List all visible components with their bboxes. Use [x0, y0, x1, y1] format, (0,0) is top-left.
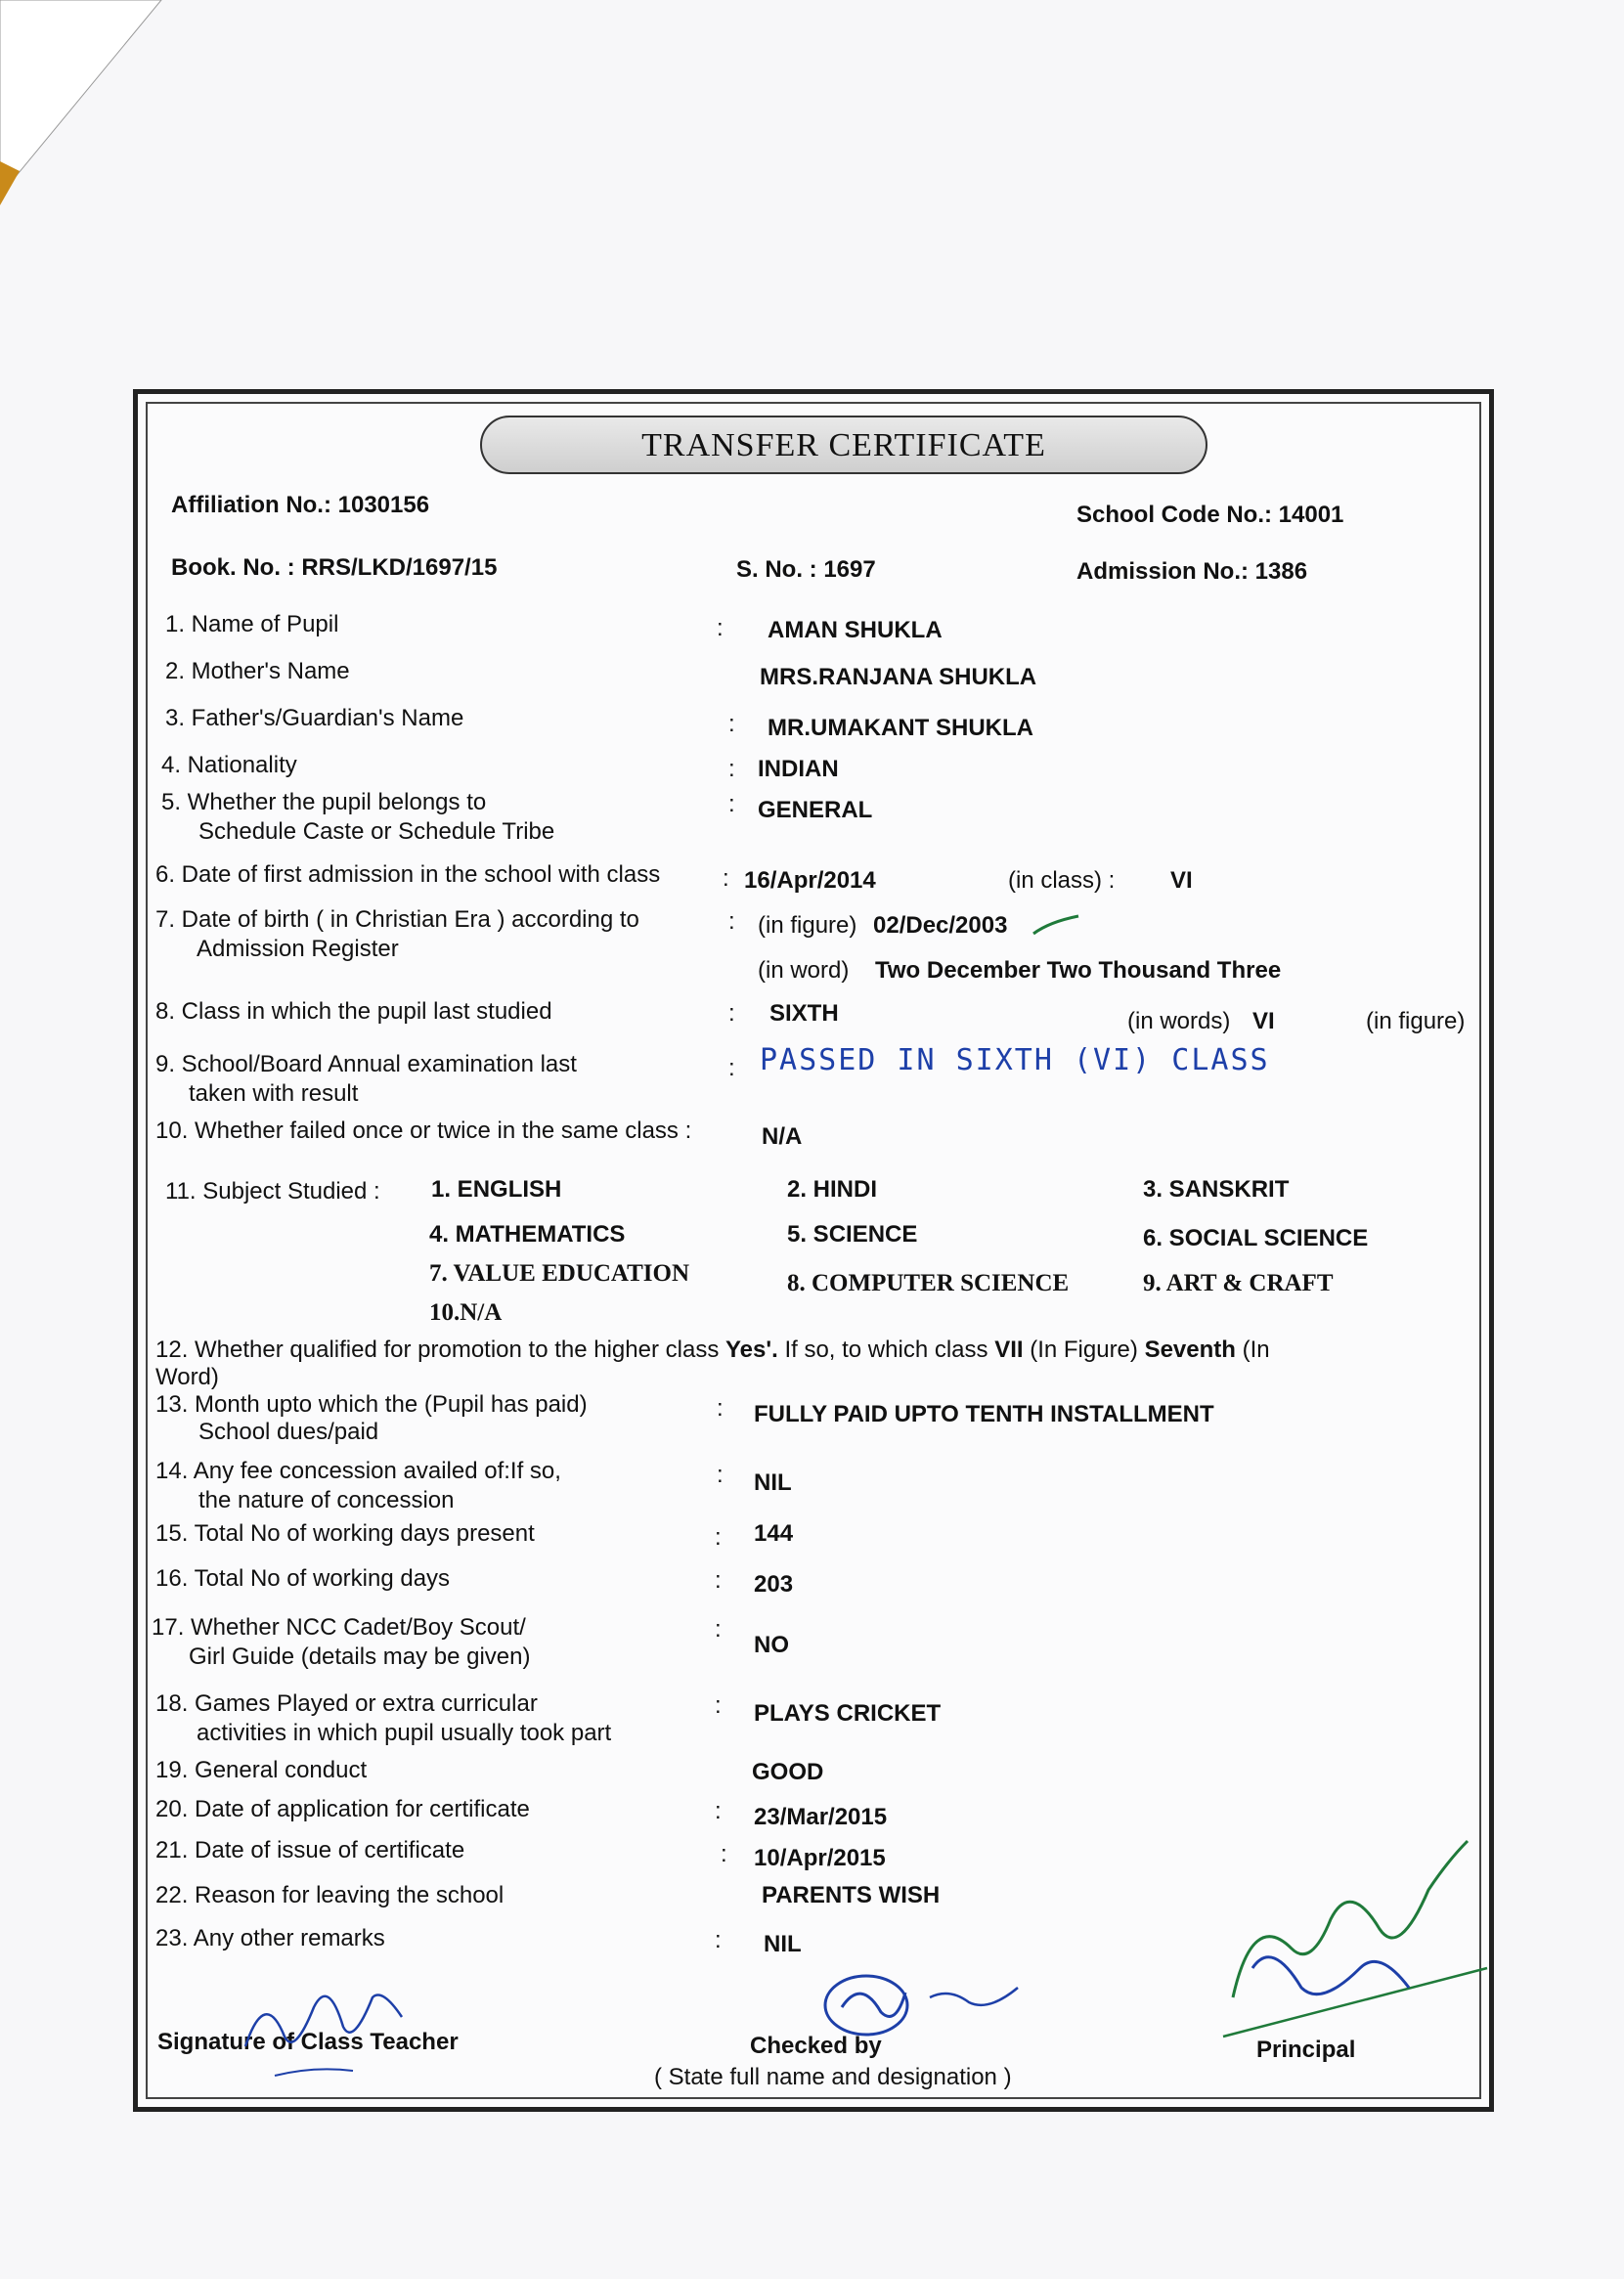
row-17-colon: : [715, 1616, 722, 1643]
title-banner [480, 416, 1207, 474]
row-12-class: VII [994, 1337, 1024, 1363]
folded-corner [0, 0, 176, 225]
row-8-words-value: VI [1252, 1008, 1275, 1034]
row-12-word: Seventh [1144, 1337, 1236, 1363]
row-9-label-line2: taken with result [189, 1080, 359, 1107]
row-10-value: N/A [762, 1123, 803, 1150]
row-23-label: 23. Any other remarks [155, 1925, 385, 1951]
subject-8: 8. COMPUTER SCIENCE [787, 1270, 1070, 1296]
row-17-value: NO [754, 1632, 789, 1658]
book-no: Book. No. : RRS/LKD/1697/15 [171, 554, 498, 581]
row-18-colon: : [715, 1692, 722, 1719]
row-2-value: MRS.RANJANA SHUKLA [760, 664, 1037, 690]
row-4-label: 4. Nationality [161, 752, 297, 778]
subject-5: 5. SCIENCE [787, 1221, 918, 1248]
checker-signature [812, 1958, 1047, 2046]
row-9-colon: : [728, 1055, 735, 1081]
row-4-value: INDIAN [758, 756, 839, 782]
row-20-label: 20. Date of application for certificate [155, 1796, 530, 1822]
row-7-label-line2: Admission Register [197, 936, 399, 962]
row-14-value: NIL [754, 1469, 792, 1496]
row-6-class-value: VI [1170, 867, 1193, 894]
subject-7: 7. VALUE EDUCATION [429, 1260, 690, 1287]
row-1-label: 1. Name of Pupil [165, 611, 339, 637]
row-12-figure: (In Figure) [1030, 1337, 1138, 1363]
row-23-colon: : [715, 1927, 722, 1953]
row-6-label: 6. Date of first admission in the school with class [155, 861, 661, 888]
row-13-colon: : [717, 1395, 724, 1422]
row-14-colon: : [717, 1462, 724, 1488]
row-7-figure-label: (in figure) [758, 912, 857, 939]
subject-10: 10.N/A [429, 1299, 503, 1326]
subject-3: 3. SANSKRIT [1143, 1176, 1290, 1203]
row-7-colon: : [728, 908, 735, 935]
row-6-value: 16/Apr/2014 [744, 867, 876, 894]
admission-no: Admission No.: 1386 [1076, 558, 1308, 585]
row-1-value: AMAN SHUKLA [768, 617, 943, 643]
row-13-label-line2: School dues/paid [198, 1419, 379, 1445]
subject-4: 4. MATHEMATICS [429, 1221, 626, 1248]
row-19-label: 19. General conduct [155, 1757, 368, 1783]
row-14-label: 14. Any fee concession availed of:If so, [155, 1458, 561, 1484]
subject-1: 1. ENGLISH [431, 1176, 562, 1203]
subject-9: 9. ART & CRAFT [1143, 1270, 1334, 1296]
row-15-value: 144 [754, 1520, 794, 1547]
row-18-label-line2: activities in which pupil usually took part [197, 1720, 612, 1746]
row-11-label: 11. Subject Studied : [165, 1178, 380, 1205]
affiliation-no: Affiliation No.: 1030156 [171, 492, 430, 518]
row-8-figure-label: (in figure) [1366, 1008, 1466, 1034]
certificate-frame [133, 389, 1494, 2112]
row-16-value: 203 [754, 1571, 794, 1598]
row-12-text: 12. Whether qualified for promotion to the higher class [155, 1337, 720, 1363]
row-8-label: 8. Class in which the pupil last studied [155, 998, 552, 1025]
row-5-label: 5. Whether the pupil belongs to [161, 789, 487, 815]
row-3-value: MR.UMAKANT SHUKLA [768, 715, 1033, 741]
row-12-line2: Word) [155, 1364, 219, 1390]
row-1-colon: : [717, 615, 724, 641]
row-7-figure-value: 02/Dec/2003 [873, 912, 1008, 939]
row-8-colon: : [728, 1000, 735, 1027]
row-20-value: 23/Mar/2015 [754, 1804, 888, 1830]
row-8-value: SIXTH [769, 1000, 839, 1027]
row-13-label: 13. Month upto which the (Pupil has paid) [155, 1391, 588, 1418]
class-teacher-signature [236, 1968, 431, 2095]
row-7-label: 7. Date of birth ( in Christian Era ) according to [155, 906, 639, 933]
row-22-value: PARENTS WISH [762, 1882, 941, 1908]
row-21-colon: : [721, 1841, 727, 1867]
state-full-name-note: ( State full name and designation ) [654, 2064, 1012, 2090]
row-15-colon: : [715, 1524, 722, 1551]
row-12-in: (In [1242, 1337, 1270, 1363]
row-13-value: FULLY PAID UPTO TENTH INSTALLMENT [754, 1401, 1214, 1427]
certificate-title: TRANSFER CERTIFICATE [641, 427, 1046, 463]
class-teacher-signature-label: Signature of Class Teacher [157, 2029, 459, 2055]
subject-2: 2. HINDI [787, 1176, 878, 1203]
row-21-label: 21. Date of issue of certificate [155, 1837, 465, 1863]
row-7-word-value: Two December Two Thousand Three [875, 957, 1282, 984]
row-9-label: 9. School/Board Annual examination last [155, 1051, 577, 1077]
principal-signature [1213, 1802, 1497, 2046]
row-3-label: 3. Father's/Guardian's Name [165, 705, 464, 731]
serial-no: S. No. : 1697 [736, 556, 876, 583]
row-23-value: NIL [764, 1931, 802, 1957]
row-4-colon: : [728, 756, 735, 782]
row-6-class-label: (in class) : [1008, 867, 1116, 894]
subject-6: 6. SOCIAL SCIENCE [1143, 1225, 1369, 1251]
row-12-line [155, 1337, 1270, 1364]
check-tick-mark [1030, 912, 1088, 942]
row-5-value: GENERAL [758, 797, 873, 823]
row-20-colon: : [715, 1798, 722, 1824]
row-14-label-line2: the nature of concession [198, 1487, 455, 1513]
row-17-label-line2: Girl Guide (details may be given) [189, 1644, 531, 1670]
checked-by-label: Checked by [750, 2033, 882, 2059]
row-7-word-label: (in word) [758, 957, 850, 984]
row-9-handwritten-result: PASSED IN SIXTH (VI) CLASS [760, 1043, 1270, 1077]
row-3-colon: : [728, 711, 735, 737]
row-12-mid: If so, to which class [784, 1337, 988, 1363]
row-18-value: PLAYS CRICKET [754, 1700, 942, 1727]
row-10-label: 10. Whether failed once or twice in the same class : [155, 1118, 692, 1144]
row-16-colon: : [715, 1567, 722, 1594]
row-21-value: 10/Apr/2015 [754, 1845, 886, 1871]
school-code-no: School Code No.: 14001 [1076, 502, 1344, 528]
row-17-label: 17. Whether NCC Cadet/Boy Scout/ [152, 1614, 526, 1641]
row-12-yes: Yes'. [725, 1337, 778, 1363]
row-8-words-label: (in words) [1127, 1008, 1231, 1034]
row-5-colon: : [728, 791, 735, 817]
row-2-label: 2. Mother's Name [165, 658, 350, 684]
row-18-label: 18. Games Played or extra curricular [155, 1690, 538, 1717]
row-22-label: 22. Reason for leaving the school [155, 1882, 505, 1908]
row-19-value: GOOD [752, 1759, 824, 1785]
row-6-colon: : [723, 865, 729, 892]
principal-signature-label: Principal [1256, 2037, 1356, 2063]
row-15-label: 15. Total No of working days present [155, 1520, 535, 1547]
row-5-label-line2: Schedule Caste or Schedule Tribe [198, 818, 555, 845]
row-16-label: 16. Total No of working days [155, 1565, 451, 1592]
